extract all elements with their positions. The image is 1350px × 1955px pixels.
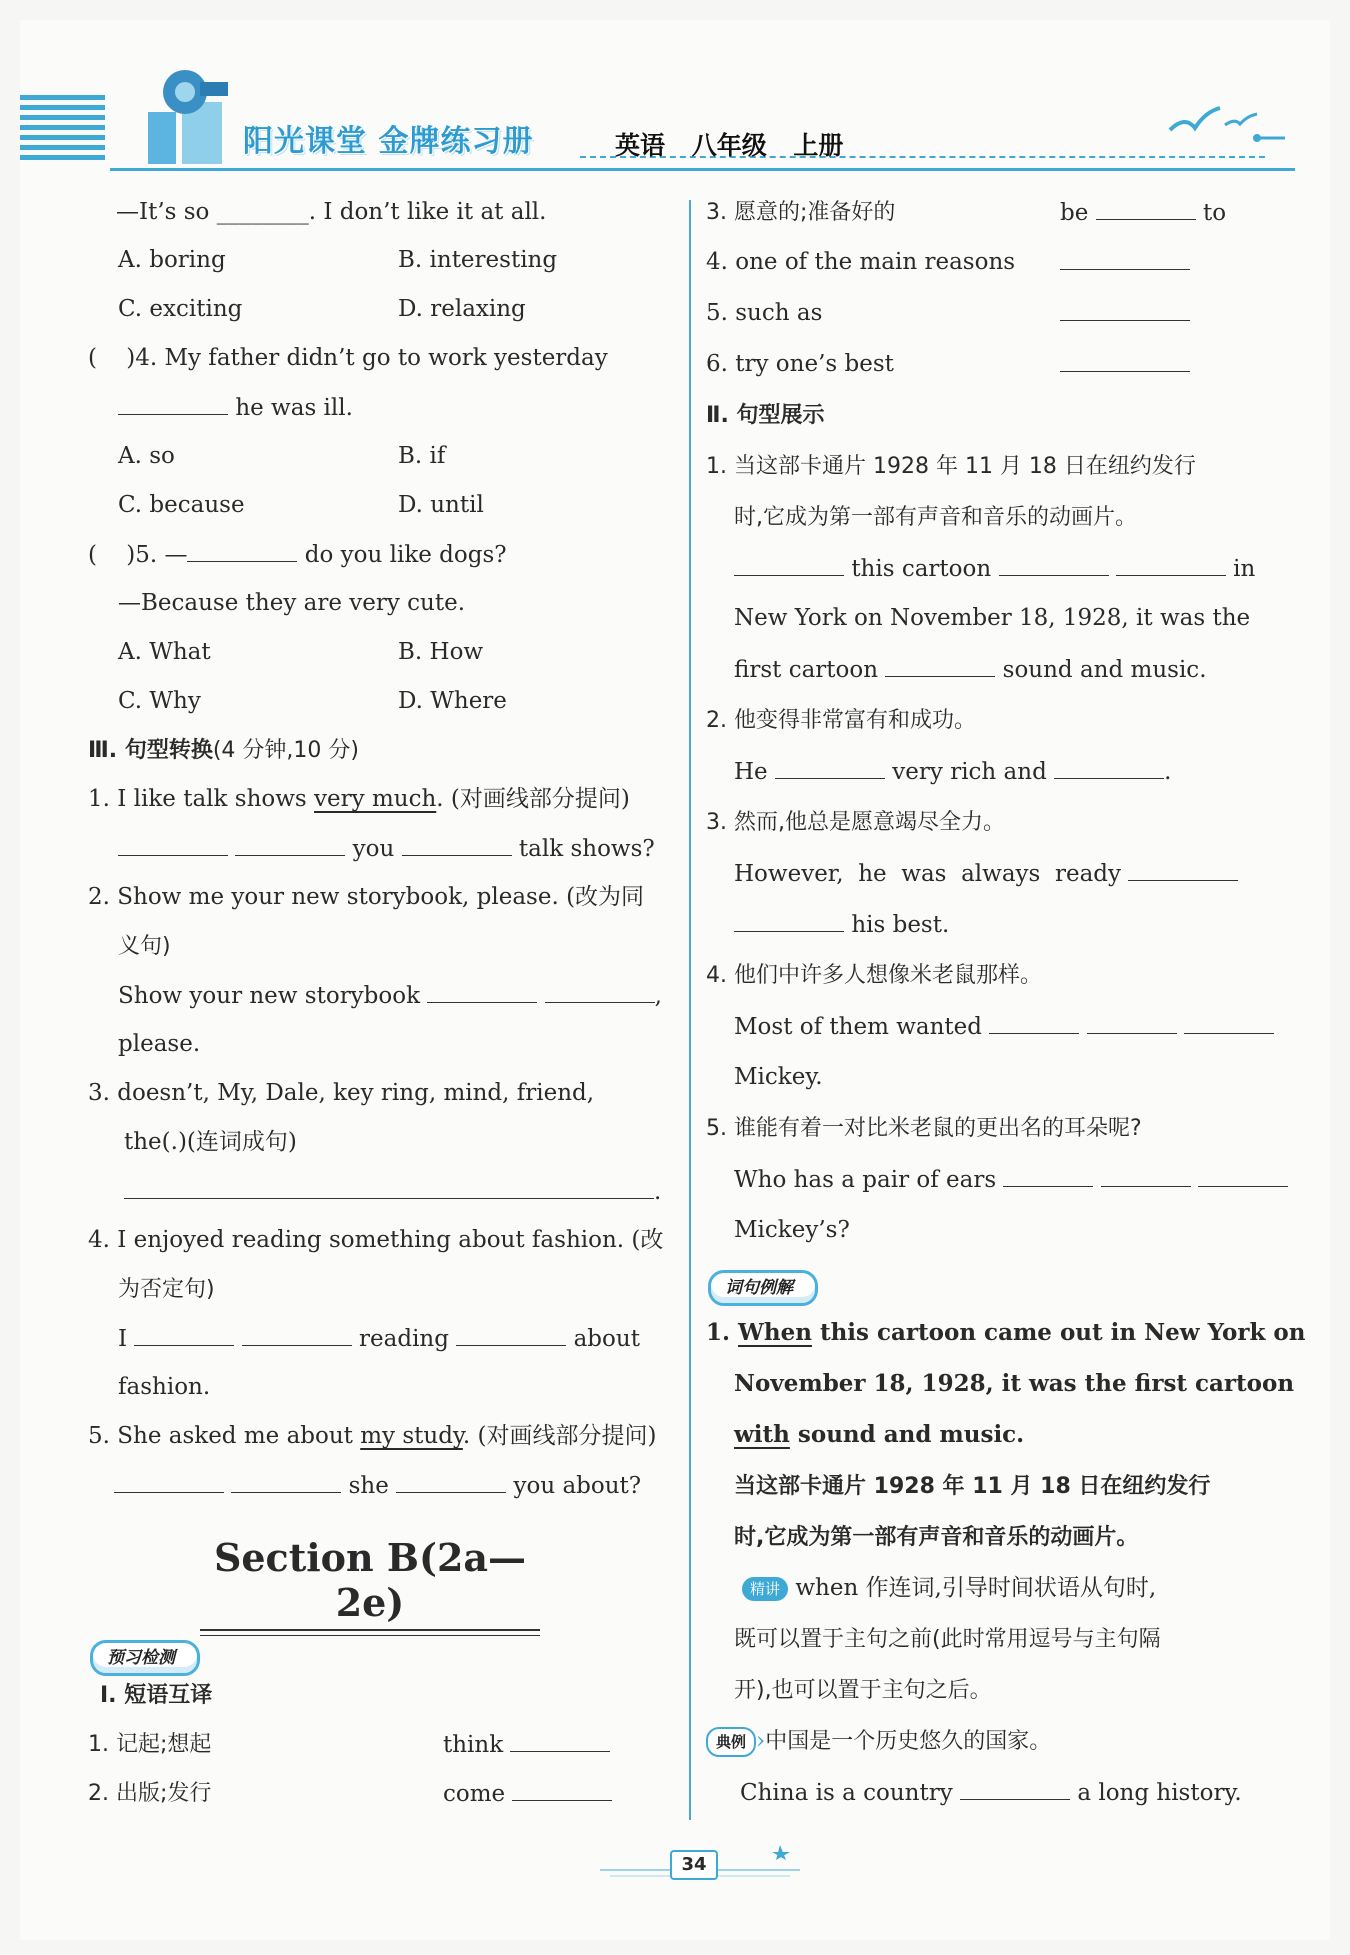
page-number: 34 bbox=[670, 1850, 718, 1880]
e1-note-line2: 既可以置于主句之前(此时常用逗号与主句隔 bbox=[734, 1627, 1161, 1652]
s5-en-line1: Who has a pair of ears bbox=[734, 1162, 1288, 1196]
t4-answer: I reading about bbox=[118, 1321, 640, 1355]
answer-blank[interactable] bbox=[1184, 1009, 1274, 1034]
explain-tag: 精讲 bbox=[742, 1577, 788, 1601]
s5-cn: 5. 谁能有着一对比米老鼠的更出名的耳朵呢? bbox=[706, 1116, 1142, 1141]
answer-blank[interactable] bbox=[242, 1321, 352, 1346]
q3-option-d: D. relaxing bbox=[398, 296, 526, 322]
t5-answer: she you about? bbox=[114, 1468, 641, 1502]
phrase-4: 4. one of the main reasons bbox=[706, 249, 1016, 275]
part3-heading: Ⅲ. 句型转换(4 分钟,10 分) bbox=[88, 738, 359, 763]
phrase-1-cn: 1. 记起;想起 bbox=[88, 1732, 212, 1757]
t3-answer: . bbox=[124, 1174, 661, 1208]
t1-question: 1. I like talk shows very much. (对画线部分提问) bbox=[88, 786, 630, 812]
answer-blank[interactable] bbox=[396, 1468, 506, 1493]
answer-blank[interactable] bbox=[427, 978, 537, 1003]
s3-cn: 3. 然而,他总是愿意竭尽全力。 bbox=[706, 810, 1005, 835]
preview-pill: 预习检测 bbox=[90, 1640, 200, 1676]
q4-option-d: D. until bbox=[398, 492, 484, 518]
phrase-3-cn: 3. 愿意的;准备好的 bbox=[706, 200, 896, 225]
e1-note-line1: 精讲 when 作连词,引导时间状语从句时, bbox=[742, 1571, 1156, 1605]
phrase-1-en: think bbox=[443, 1727, 610, 1761]
s4-en-line1: Most of them wanted bbox=[734, 1009, 1274, 1043]
part2-heading: Ⅱ. 句型展示 bbox=[706, 403, 825, 428]
part1-heading: Ⅰ. 短语互译 bbox=[100, 1683, 213, 1708]
t4-question: 4. I enjoyed reading something about fashion. (改 bbox=[88, 1227, 664, 1253]
answer-blank[interactable] bbox=[456, 1321, 566, 1346]
q3-option-a: A. boring bbox=[118, 247, 226, 273]
mascot-icon bbox=[140, 62, 235, 167]
answer-blank[interactable] bbox=[1060, 347, 1190, 372]
t2-answer-end: please. bbox=[118, 1031, 201, 1057]
example-cn: 典例 ›中国是一个历史悠久的国家。 bbox=[706, 1724, 1051, 1758]
q3-dialog: —It’s so ________. I don’t like it at all. bbox=[116, 199, 547, 225]
answer-blank[interactable] bbox=[1116, 551, 1226, 576]
q3-option-b: B. interesting bbox=[398, 247, 558, 273]
phrase-5-blank bbox=[1060, 296, 1190, 330]
q4-option-a: A. so bbox=[118, 443, 175, 469]
answer-blank[interactable] bbox=[235, 831, 345, 856]
e1-cn-line2: 时,它成为第一部有声音和音乐的动画片。 bbox=[734, 1525, 1139, 1550]
example-tag: 典例 bbox=[706, 1727, 756, 1757]
s3-en-line2: his best. bbox=[734, 907, 949, 941]
column-divider bbox=[689, 200, 691, 1820]
s1-en-line2: New York on November 18, 1928, it was the bbox=[734, 605, 1251, 631]
phrase-2-cn: 2. 出版;发行 bbox=[88, 1781, 212, 1806]
answer-blank[interactable] bbox=[510, 1727, 610, 1752]
answer-blank[interactable] bbox=[1003, 1162, 1093, 1187]
s1-cn-line1: 1. 当这部卡通片 1928 年 11 月 18 日在纽约发行 bbox=[706, 454, 1196, 479]
q5-line2: —Because they are very cute. bbox=[118, 590, 466, 616]
e1-line2: November 18, 1928, it was the first cartoon bbox=[734, 1370, 1295, 1397]
answer-blank[interactable] bbox=[187, 537, 297, 562]
answer-blank[interactable] bbox=[114, 1468, 224, 1493]
answer-blank[interactable] bbox=[134, 1321, 234, 1346]
t4-question-cont: 为否定句) bbox=[118, 1277, 215, 1302]
q5-option-b: B. How bbox=[398, 639, 484, 665]
s2-cn: 2. 他变得非常富有和成功。 bbox=[706, 708, 976, 733]
s4-cn: 4. 他们中许多人想像米老鼠那样。 bbox=[706, 963, 1042, 988]
e1-line3: with sound and music. bbox=[734, 1421, 1025, 1448]
t5-question: 5. She asked me about my study. (对画线部分提问) bbox=[88, 1423, 657, 1449]
phrase-4-blank bbox=[1060, 245, 1190, 279]
e1-line1: 1. When this cartoon came out in New York on bbox=[706, 1319, 1306, 1346]
birds-icon bbox=[1165, 100, 1285, 145]
s1-en-line3: first cartoon sound and music. bbox=[734, 652, 1207, 686]
answer-blank[interactable] bbox=[1060, 245, 1190, 270]
q3-option-c: C. exciting bbox=[118, 296, 243, 322]
t3-question-cont: the(.)(连词成句) bbox=[124, 1129, 297, 1155]
answer-blank[interactable] bbox=[1054, 754, 1164, 779]
t1-answer: you talk shows? bbox=[118, 831, 655, 865]
answer-blank[interactable] bbox=[118, 390, 228, 415]
q5-option-c: C. Why bbox=[118, 688, 201, 714]
phrase-6: 6. try one’s best bbox=[706, 351, 894, 377]
answer-blank[interactable] bbox=[545, 978, 655, 1003]
book-title: 阳光课堂 金牌练习册 bbox=[243, 124, 534, 159]
t3-question: 3. doesn’t, My, Dale, key ring, mind, friend, bbox=[88, 1080, 595, 1106]
q5-stem: ( )5. — do you like dogs? bbox=[88, 537, 507, 571]
q5-option-a: A. What bbox=[118, 639, 211, 665]
t2-question-cont: 义句) bbox=[118, 934, 171, 959]
t2-question: 2. Show me your new storybook, please. (改为同 bbox=[88, 884, 645, 910]
phrase-6-blank bbox=[1060, 347, 1190, 381]
s1-en-line1: this cartoon in bbox=[734, 551, 1255, 585]
phrase-3-en: be to bbox=[1060, 195, 1226, 229]
answer-blank[interactable] bbox=[1087, 1009, 1177, 1034]
q4-line2: he was ill. bbox=[118, 390, 353, 424]
s4-en-line2: Mickey. bbox=[734, 1064, 823, 1090]
answer-blank[interactable] bbox=[512, 1776, 612, 1801]
s1-cn-line2: 时,它成为第一部有声音和音乐的动画片。 bbox=[734, 505, 1137, 530]
q4-stem: ( )4. My father didn’t go to work yesterday bbox=[88, 345, 608, 371]
answer-blank[interactable] bbox=[734, 551, 844, 576]
s2-en: He very rich and . bbox=[734, 754, 1171, 788]
e1-cn-line1: 当这部卡通片 1928 年 11 月 18 日在纽约发行 bbox=[734, 1474, 1211, 1499]
t4-answer-end: fashion. bbox=[118, 1374, 211, 1400]
answer-blank[interactable] bbox=[1096, 195, 1196, 220]
answer-blank[interactable] bbox=[402, 831, 512, 856]
q4-option-b: B. if bbox=[398, 443, 446, 469]
answer-blank[interactable] bbox=[989, 1009, 1079, 1034]
answer-blank[interactable] bbox=[1128, 856, 1238, 881]
e1-note-line3: 开),也可以置于主句之后。 bbox=[734, 1678, 992, 1703]
answer-blank[interactable] bbox=[999, 551, 1109, 576]
s5-en-line2: Mickey’s? bbox=[734, 1217, 850, 1243]
answer-blank[interactable] bbox=[118, 831, 228, 856]
answer-blank[interactable] bbox=[734, 907, 844, 932]
answer-blank[interactable] bbox=[960, 1775, 1070, 1800]
explain-pill: 词句例解 bbox=[708, 1270, 818, 1306]
answer-blank[interactable] bbox=[885, 652, 995, 677]
answer-blank[interactable] bbox=[1198, 1162, 1288, 1187]
q4-option-c: C. because bbox=[118, 492, 245, 518]
phrase-5: 5. such as bbox=[706, 300, 823, 326]
answer-blank[interactable] bbox=[775, 754, 885, 779]
answer-blank[interactable] bbox=[231, 1468, 341, 1493]
t2-answer: Show your new storybook , bbox=[118, 978, 662, 1012]
q5-option-d: D. Where bbox=[398, 688, 507, 714]
s3-en-line1: However, he was always ready bbox=[734, 856, 1238, 890]
phrase-2-en: come bbox=[443, 1776, 612, 1810]
answer-blank[interactable] bbox=[124, 1174, 654, 1199]
header-stripes bbox=[20, 95, 105, 165]
example-en: China is a country a long history. bbox=[740, 1775, 1242, 1809]
answer-blank[interactable] bbox=[1060, 296, 1190, 321]
book-subtitle: 英语 八年级 上册 bbox=[615, 131, 844, 160]
answer-blank[interactable] bbox=[1101, 1162, 1191, 1187]
section-title: Section B(2a—2e) bbox=[200, 1535, 540, 1631]
